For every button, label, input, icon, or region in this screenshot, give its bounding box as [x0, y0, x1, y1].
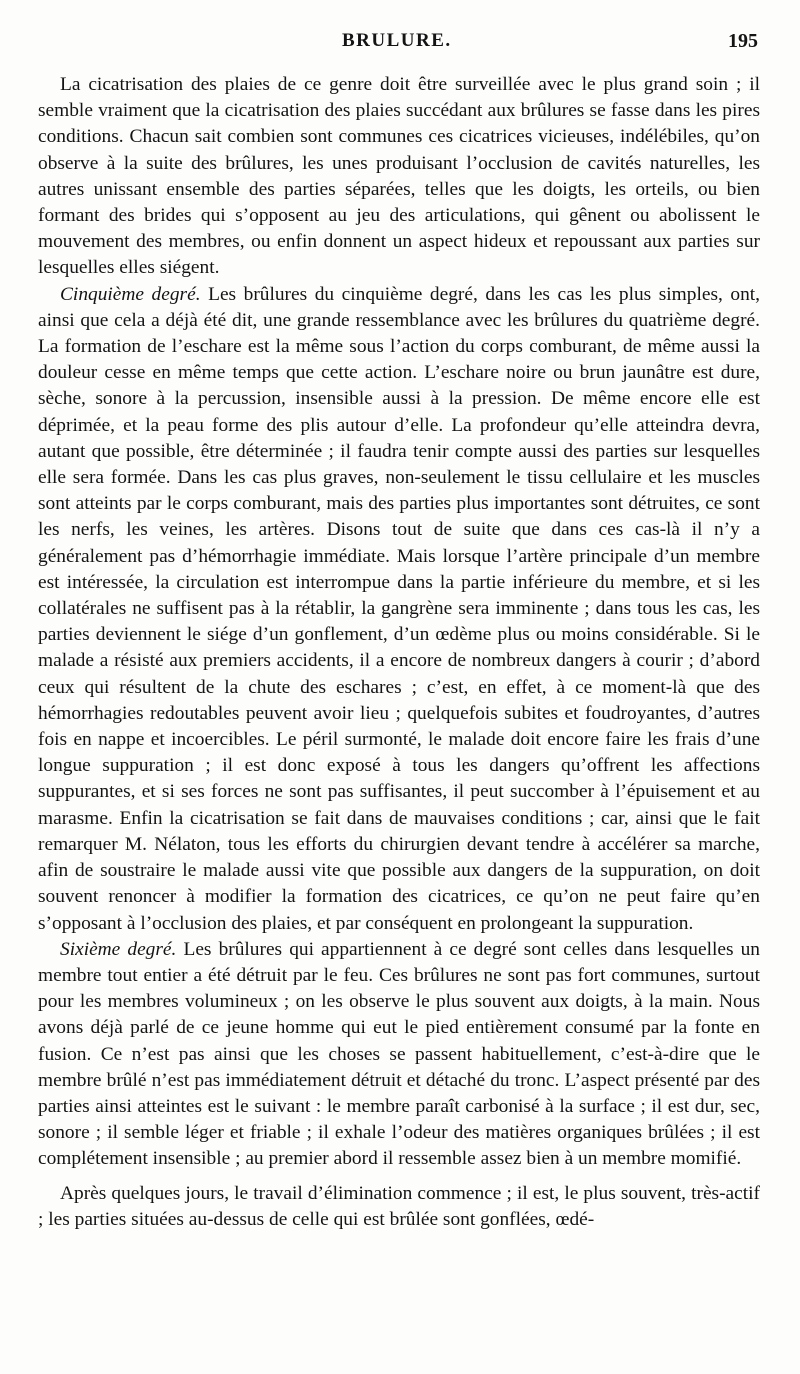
paragraph-text: Après quelques jours, le travail d’élimination commence ; il est, le plus souvent, très-actif ; les parties situées au-dessus de celle qui est brûlée sont gonflées, œdé-: [38, 1182, 760, 1230]
paragraph-text: Les brûlures du cinquième degré, dans les cas les plus simples, ont, ainsi que cela a déjà été dit, une grande ressemblance avec les brûlures du quatrième degré. La formation de l’eschare est la même sous l’action du corps comburant, de même aussi la douleur cesse en même temps que cette action. L’eschare noire ou brun jaunâtre est dure, sèche, sonore à la percussion, insensible aussi à la pression. De même encore elle est déprimée, et la peau forme des plis autour d’elle. La profondeur qu’elle atteindra devra, autant que possible, être déterminée ; il faudra tenir compte aussi des parties sur lesquelles elle sera formée. Dans les cas plus graves, non-seulement le tissu cellulaire et les muscles sont atteints par le corps comburant, mais des parties plus importantes sont détruites, ce sont les nerfs, les veines, les artères. Disons tout de suite que dans ces cas-là il n’y a généralement pas d’hémorrhagie immédiate. Mais lorsque l’artère principale d’un membre est intéressée, la circulation est interrompue dans la partie inférieure du membre, et si les collatérales ne suffisent pas à la rétablir, la gangrène sera imminente ; dans tous les cas, les parties deviennent le siége d’un gonflement, d’un œdème plus ou moins considérable. Si le malade a résisté aux premiers accidents, il a encore de nombreux dangers à courir ; d’abord ceux qui résultent de la chute des eschares ; c’est, en effet, à ce moment-là que des hémorrhagies redoutables peuvent avoir lieu ; quelquefois subites et foudroyantes, d’autres fois en nappe et incoercibles. Le péril surmonté, le malade doit encore faire les frais d’une longue suppuration ; il est donc exposé à tous les dangers qu’offrent les affections suppurantes, et si ses forces ne sont pas suffisantes, il peut succomber à l’épuisement et au marasme. Enfin la cicatrisation se fait dans de mauvaises conditions ; car, ainsi que le fait remarquer M. Nélaton, tous les efforts du chirurgien devant tendre à accélérer sa marche, afin de soustraire le malade aussi vite que possible aux dangers de la suppuration, on doit souvent renoncer à modifier la formation des cicatrices, ce qu’on ne peut faire qu’en s’opposant à l’occlusion des plaies, et par conséquent en prolongeant la suppuration.: [38, 283, 760, 934]
paragraph-cinquieme-degre: [38, 282, 760, 937]
paragraph-elimination: [38, 1181, 760, 1233]
section-heading-sixieme-degre: Sixième degré.: [60, 938, 177, 960]
page-number: 195: [728, 30, 758, 52]
page-header: [32, 30, 768, 56]
paragraph-text: La cicatrisation des plaies de ce genre doit être surveillée avec le plus grand soin ; il semble vraiment que la cicatrisation des plaies succédant aux brûlures se fasse dans les pires conditions. Chacun sait combien sont communes ces cicatrices vicieuses, indélébiles, qu’on observe à la suite des brûlures, les unes produisant l’occlusion de cavités naturelles, les autres unissant ensemble des parties séparées, telles que les doigts, les orteils, ou bien formant des brides qui s’opposent au jeu des articulations, qui gênent ou abolissent le mouvement des membres, ou enfin donnent un aspect hideux et repoussant aux parties sur lesquelles elles siégent.: [38, 74, 760, 279]
paragraph-sixieme-degre: [38, 937, 760, 1173]
running-title: BRULURE.: [342, 30, 452, 51]
body-text: [38, 72, 760, 1233]
section-heading-cinquieme-degre: Cinquième degré.: [60, 283, 201, 305]
paragraph-text: Les brûlures qui appartiennent à ce degré sont celles dans lesquelles un membre tout entier a été détruit par le feu. Ces brûlures ne sont pas fort communes, surtout pour les membres volumineux ; on les observe le plus souvent aux doigts, à la main. Nous avons déjà parlé de ce jeune homme qui eut le pied entièrement consumé par la fonte en fusion. Ce n’est pas ainsi que les choses se passent habituellement, c’est-à-dire que le membre brûlé n’est pas immédiatement détruit et détaché du tronc. L’aspect présenté par des parties ainsi atteintes est le suivant : le membre paraît carbonisé à la surface ; il est dur, sec, sonore ; il semble léger et friable ; il exhale l’odeur des matières organiques brûlées ; il est complétement insensible ; au premier abord il ressemble assez bien à un membre momifié.: [38, 938, 761, 1170]
paragraph-cicatrisation: [38, 72, 760, 282]
